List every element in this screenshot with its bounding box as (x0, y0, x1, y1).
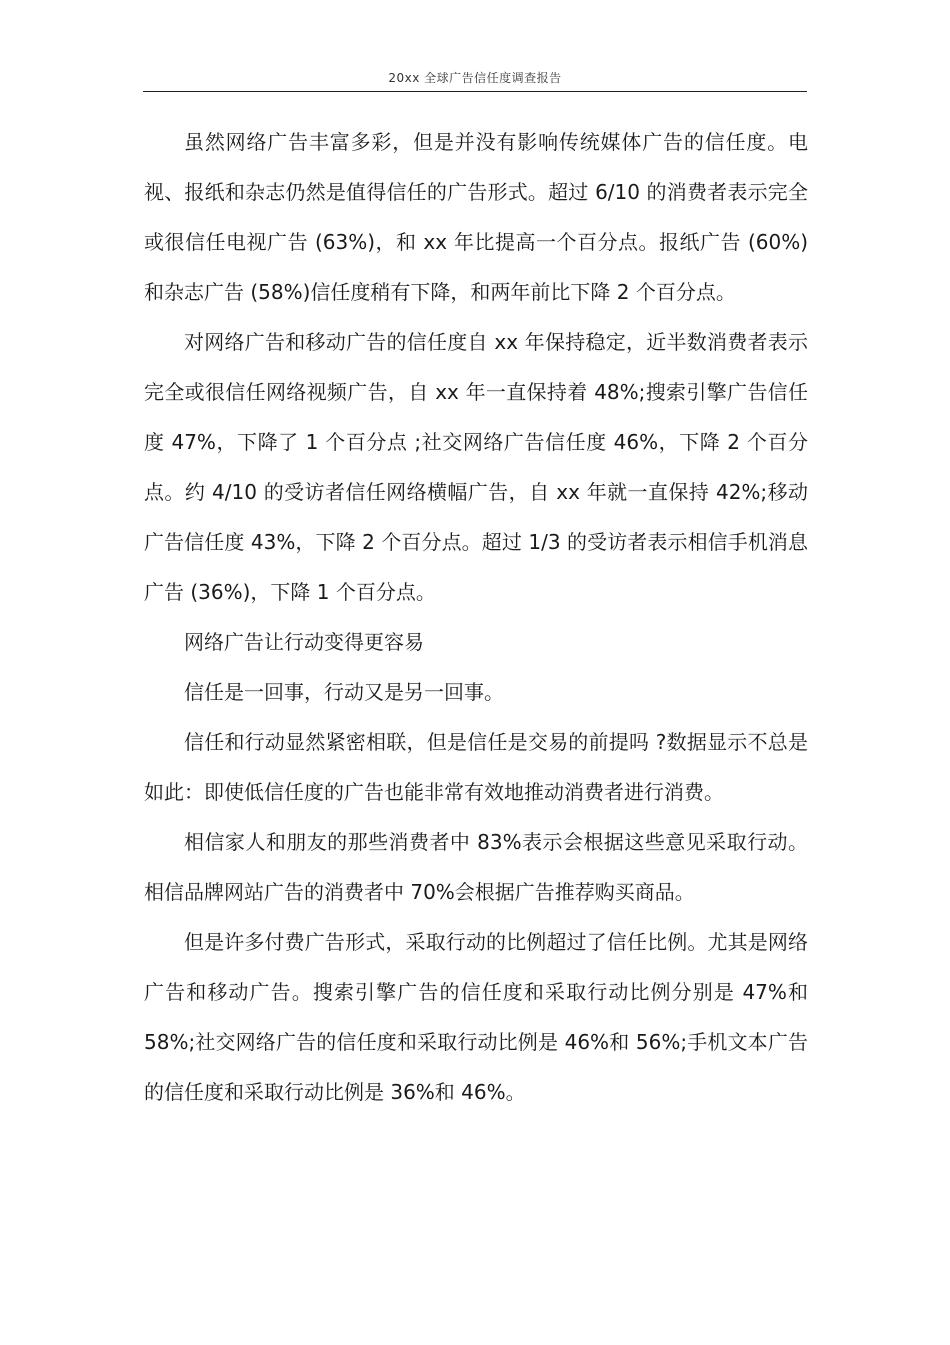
header-divider (143, 91, 807, 92)
paragraph-trust-vs-action: 信任是一回事，行动又是另一回事。 (184, 680, 504, 704)
page-header-title: 20xx 全球广告信任度调查报告 (388, 71, 562, 85)
paragraph-online-mobile-trust: 对网络广告和移动广告的信任度自 xx 年保持稳定，近半数消费者表示完全或很信任网络视频广告，自 xx 年一直保持着 48%;搜索引擎广告信任度 47%，下降了 1 个百分点 ;社交网络广告信任度 46%，下降 2 个百分点。约 4/10 的受访者信任网络横幅广告，自 xx 年就一直保持 42%;移动广告信任度 43%，下降 2 个百分点。超过 1/3 的受访者表示相信手机消息广告 (36%)，下降 1 个百分点。 (144, 330, 808, 604)
paragraph-paid-ads-action: 但是许多付费广告形式，采取行动的比例超过了信任比例。尤其是网络广告和移动广告。搜索引擎广告的信任度和采取行动比例分别是 47%和 58%;社交网络广告的信任度和采取行动比例是 46%和 56%;手机文本广告的信任度和采取行动比例是 36%和 46%。 (144, 930, 808, 1104)
document-body (144, 117, 808, 1117)
paragraph-family-friends: 相信家人和朋友的那些消费者中 83%表示会根据这些意见采取行动。相信品牌网站广告的消费者中 70%会根据广告推荐购买商品。 (144, 830, 808, 904)
paragraph-trust-prerequisite: 信任和行动显然紧密相联，但是信任是交易的前提吗 ?数据显示不总是如此：即使低信任度的广告也能非常有效地推动消费者进行消费。 (144, 730, 808, 804)
section-heading-online-action: 网络广告让行动变得更容易 (184, 630, 424, 654)
paragraph-traditional-media-trust: 虽然网络广告丰富多彩，但是并没有影响传统媒体广告的信任度。电视、报纸和杂志仍然是值得信任的广告形式。超过 6/10 的消费者表示完全或很信任电视广告 (63%)，和 xx 年比提高一个百分点。报纸广告 (60%)和杂志广告 (58%)信任度稍有下降，和两年前比下降 2 个百分点。 (144, 130, 808, 304)
